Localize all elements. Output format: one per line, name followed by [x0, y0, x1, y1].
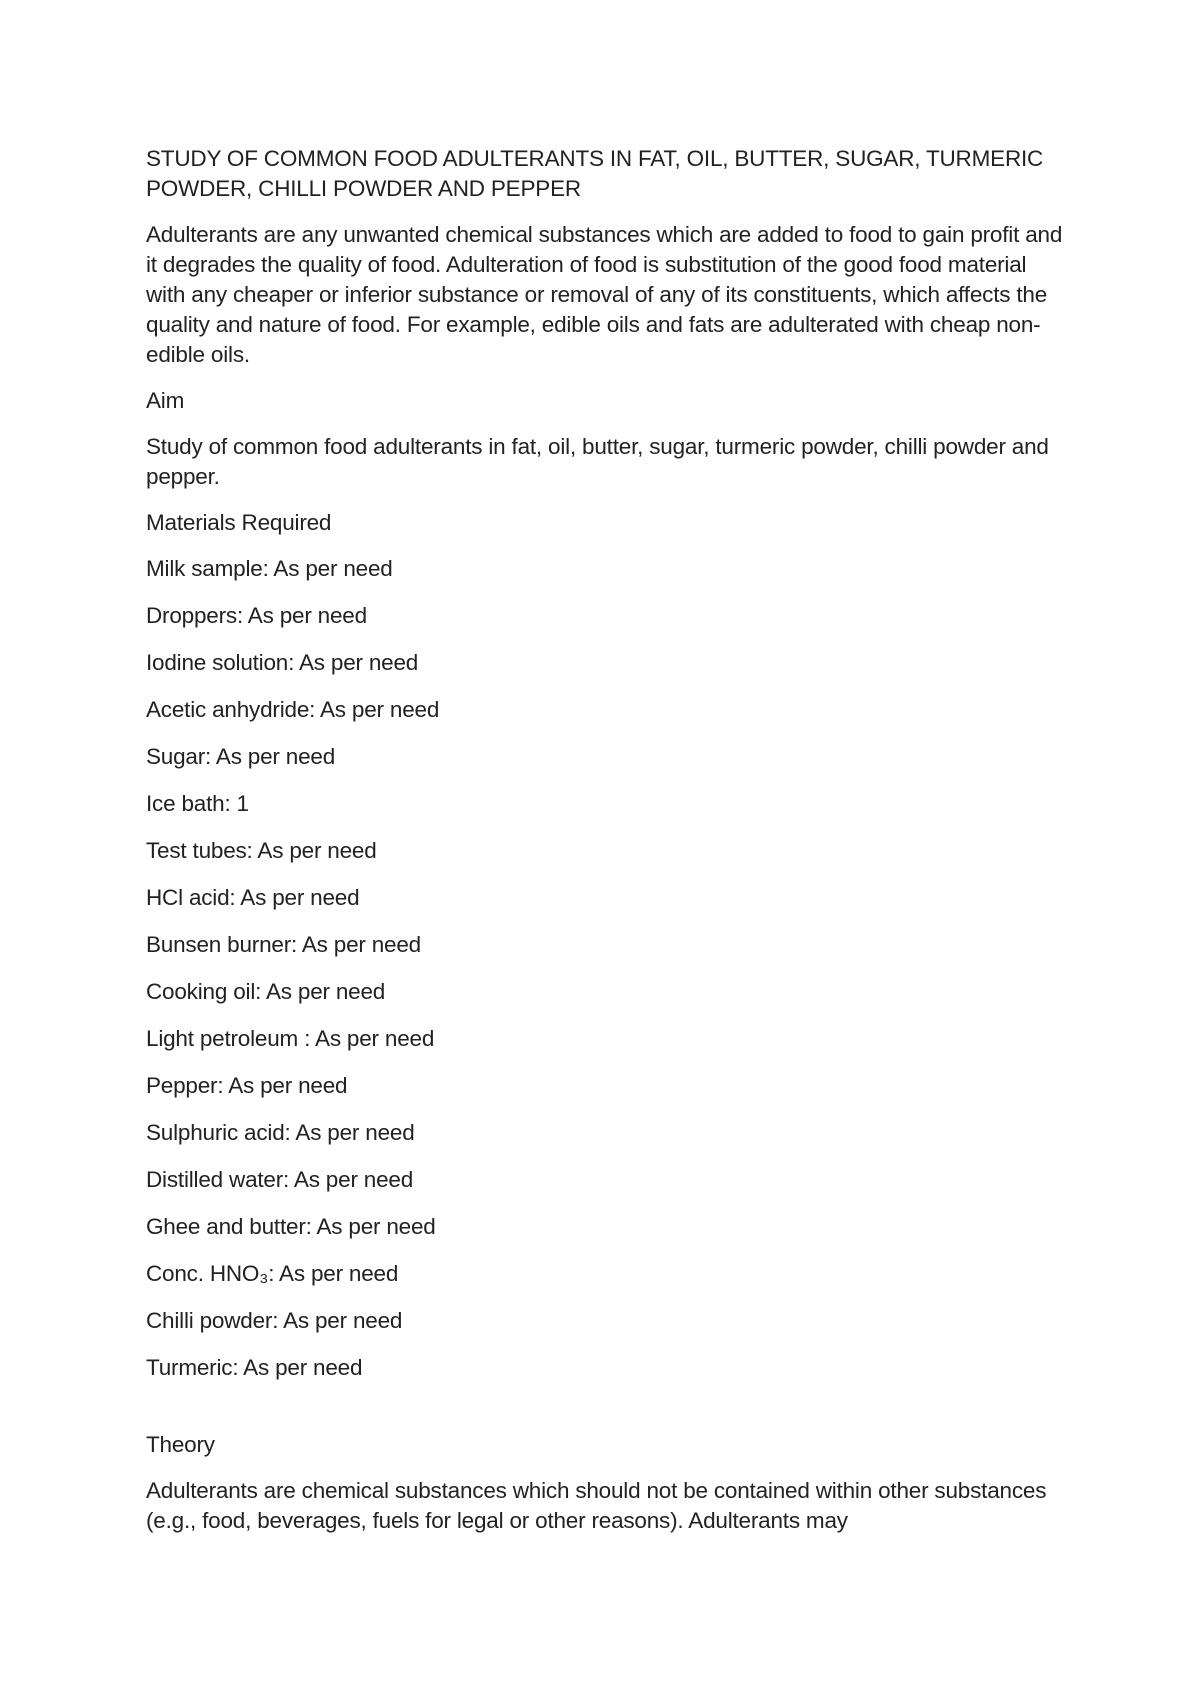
material-item: Distilled water: As per need	[146, 1167, 414, 1192]
material-item: HCl acid: As per need	[146, 885, 360, 910]
spacer	[146, 1400, 1066, 1430]
document-body	[146, 144, 1066, 1552]
document-title: STUDY OF COMMON FOOD ADULTERANTS IN FAT, OIL, BUTTER, SUGAR, TURMERIC POWDER, CHILLI POWDER AND PEPPER	[146, 146, 1044, 201]
material-item: Turmeric: As per need	[146, 1355, 363, 1380]
aim-heading: Aim	[146, 388, 185, 413]
material-item: Sulphuric acid: As per need	[146, 1120, 415, 1145]
intro-paragraph: Adulterants are any unwanted chemical substances which are added to food to gain profit and it degrades the quality of food. Adulteration of food is substitution of the good food material with any cheaper or inferior substance or removal of any of its constituents, which affects the quality and nature of food. For example, edible oils and fats are adulterated with cheap non-edible oils.	[146, 222, 1063, 367]
theory-paragraph: Adulterants are chemical substances which should not be contained within other substances (e.g., food, beverages, fuels for legal or other reasons). Adulterants may	[146, 1478, 1047, 1533]
material-item: Conc. HNO₃: As per need	[146, 1261, 399, 1286]
material-item: Ice bath: 1	[146, 791, 249, 816]
material-item: Light petroleum : As per need	[146, 1026, 435, 1051]
material-item: Chilli powder: As per need	[146, 1308, 403, 1333]
materials-list	[146, 554, 1066, 1383]
material-item: Iodine solution: As per need	[146, 650, 419, 675]
materials-heading: Materials Required	[146, 510, 332, 535]
material-item: Sugar: As per need	[146, 744, 336, 769]
material-item: Bunsen burner: As per need	[146, 932, 421, 957]
material-item: Droppers: As per need	[146, 603, 367, 628]
material-item: Test tubes: As per need	[146, 838, 377, 863]
theory-heading: Theory	[146, 1432, 215, 1457]
material-item: Pepper: As per need	[146, 1073, 348, 1098]
aim-paragraph: Study of common food adulterants in fat, oil, butter, sugar, turmeric powder, chilli powder and pepper.	[146, 434, 1049, 489]
material-item: Cooking oil: As per need	[146, 979, 386, 1004]
material-item: Acetic anhydride: As per need	[146, 697, 440, 722]
material-item: Ghee and butter: As per need	[146, 1214, 436, 1239]
material-item: Milk sample: As per need	[146, 556, 393, 581]
